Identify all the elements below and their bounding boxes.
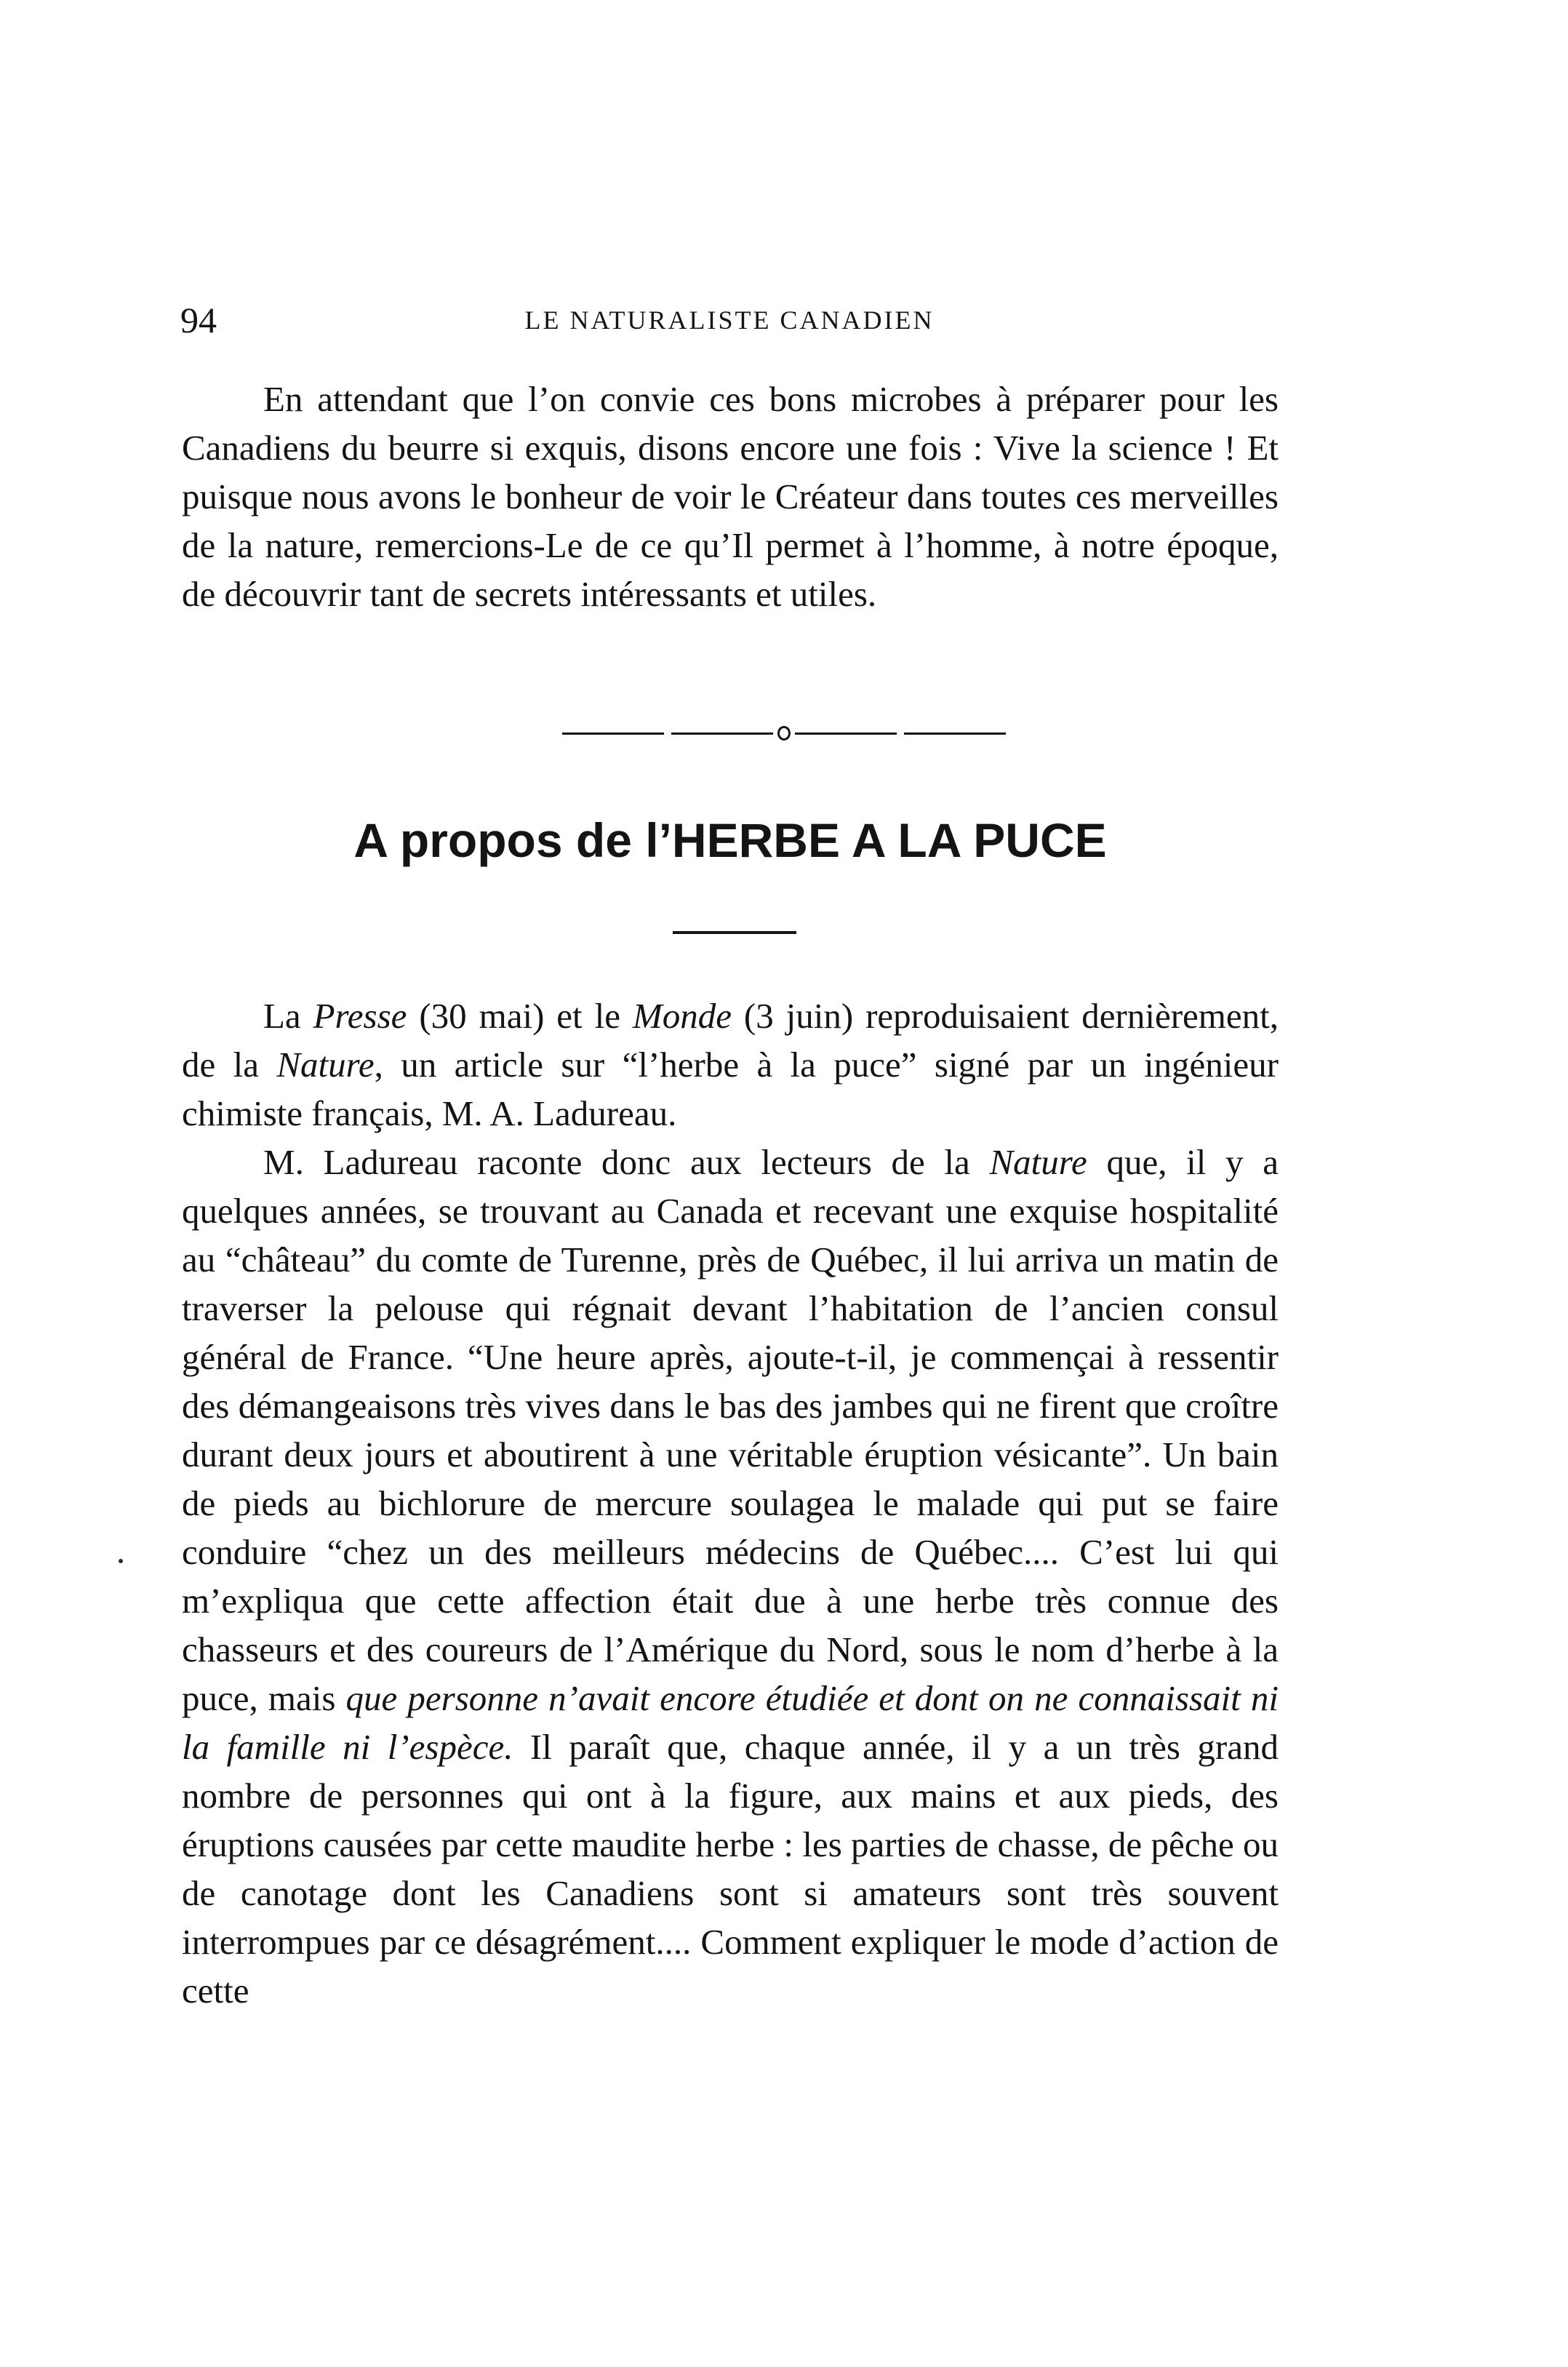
newspaper-title-monde: Monde: [632, 996, 732, 1036]
separator-dash: [562, 733, 664, 735]
intro-paragraph: En attendant que l’on convie ces bons microbes à préparer pour les Canadiens du beurre si exquis, disons encore une fois : Vive la science ! Et puisque nous avons le bonheur de voir le Créateur dans toutes ces merveilles de la nature, remercions-Le de ce qu’Il permet à l’homme, à notre époque, de découvrir tant de secrets intéressants et utiles.: [182, 379, 1279, 614]
section-separator: [0, 726, 1568, 755]
separator-dash: [795, 733, 897, 735]
separator-ornament: [777, 726, 791, 741]
text-run: que, il y a quelques années, se trouvant au Canada et recevant une exquise hospitalité au “château” du comte de Turenne, près de Québec, il lui arriva un matin de traverser la pelouse qui régnait devant l’habitation de l’ancien consul général de France. “Une heure après, ajoute-t-il, je commençai à ressentir des démangeaisons très vives dans le bas des jambes qui ne firent que croître durant deux jours et aboutirent à une véritable éruption vésicante”. Un bain de pieds au bichlorure de mercure soulagea le malade qui put se faire conduire “chez un des meilleurs médecins de Québec.... C’est lui qui m’expliqua que cette affection était due à une herbe très connue des chasseurs et des coureurs de l’Amérique du Nord, sous le nom d’herbe à la puce, mais: [182, 1142, 1279, 1718]
text-run: M. Ladureau raconte donc aux lecteurs de la: [263, 1142, 990, 1182]
page-number: 94: [180, 300, 217, 340]
text-run: , un article sur “l’herbe à la puce” signé par un ingénieur chimiste français, M. A. Ladureau.: [182, 1045, 1279, 1133]
journal-title-nature: Nature: [989, 1142, 1087, 1182]
scan-speck: [119, 1559, 123, 1563]
newspaper-title-presse: Presse: [313, 996, 407, 1036]
text-run: Il paraît que, chaque année, il y a un très grand nombre de personnes qui ont à la figure, aux mains et aux pieds, des éruptions causées par cette maudite herbe : les parties de chasse, de pêche ou de canotage dont les Canadiens sont si amateurs sont très souvent interrompues par ce désagrément.... Comment expliquer le mode d’action de cette: [182, 1727, 1279, 2011]
article-paragraph-1: [182, 991, 1279, 1138]
journal-title-nature: Nature: [276, 1045, 375, 1085]
article-body: [182, 991, 1279, 2015]
running-head: LE NATURALISTE CANADIEN: [524, 306, 935, 335]
page-header: [180, 295, 1279, 346]
text-run: (3 juin) reproduisaient dernièrement, de la: [182, 996, 1279, 1085]
text-run: (30 mai) et le: [407, 996, 633, 1036]
separator-dash: [671, 733, 773, 735]
separator-dash: [904, 733, 1006, 735]
title-rule: [673, 931, 796, 934]
article-title: A propos de l’HERBE A LA PUCE: [353, 813, 1107, 867]
text-run: La: [263, 996, 313, 1036]
article-paragraph-2: [182, 1138, 1279, 2015]
italic-quote: que personne n’avait encore étudiée et dont on ne connaissait ni la famille ni l’espèce.: [182, 1678, 1279, 1767]
intro-section: [182, 375, 1279, 618]
